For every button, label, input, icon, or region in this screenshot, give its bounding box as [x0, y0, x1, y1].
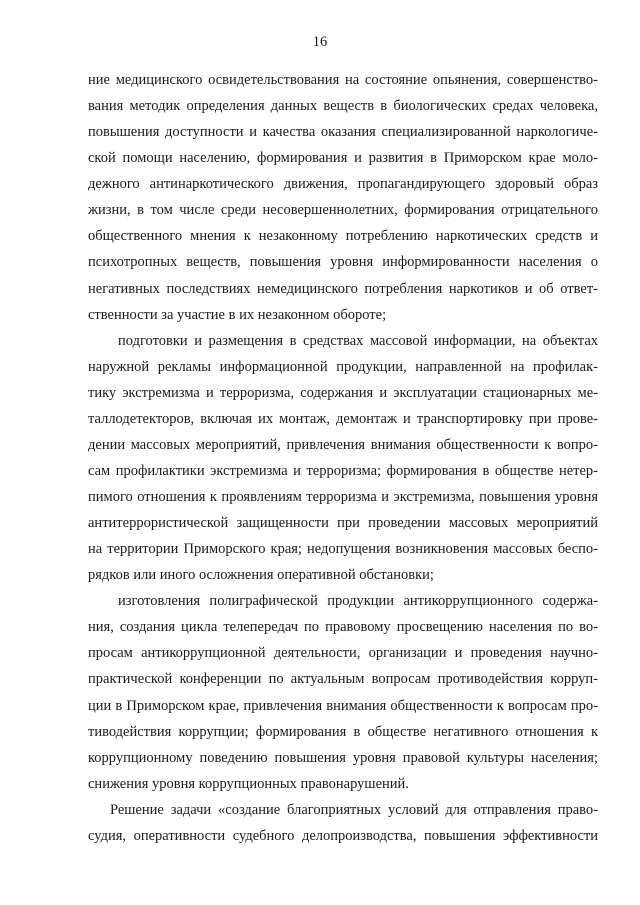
- text-line: антитеррористической защищенности при проведении массовых мероприятий: [88, 515, 598, 532]
- text-line: ственности за участие в их незаконном обороте;: [88, 306, 387, 323]
- text-line: коррупционному поведению повышения уровня правовой культуры населения;: [88, 749, 598, 766]
- paragraph: [88, 67, 598, 328]
- text-line: ния, создания цикла телепередач по правовому просвещению населения по во-: [88, 619, 598, 636]
- text-line: общественного мнения к незаконному потреблению наркотических средств и: [88, 228, 598, 245]
- text-line: таллодетекторов, включая их монтаж, демонтаж и транспортировку при прове-: [88, 410, 598, 427]
- page-number: 16: [312, 34, 328, 50]
- text-line: ние медицинского освидетельствования на состояние опьянения, совершенство-: [88, 72, 598, 88]
- text-line: тиводействия коррупции; формирования в обществе негативного отношения к: [88, 723, 598, 740]
- text-line: тику экстремизма и терроризма, содержания и эксплуатации стационарных ме-: [88, 384, 598, 401]
- text-line: на территории Приморского края; недопущения возникновения массовых беспо-: [88, 541, 598, 558]
- text-line: снижения уровня коррупционных правонарушений.: [88, 775, 409, 792]
- text-line: практической конференции по актуальным вопросам противодействия корруп-: [88, 671, 598, 688]
- text-line: сам профилактики экстремизма и терроризма; формирования в обществе нетер-: [88, 462, 598, 479]
- text-line: просам антикоррупционной деятельности, организации и проведения научно-: [88, 645, 598, 662]
- text-line: наружной рекламы информационной продукции, направленной на профилак-: [88, 358, 598, 375]
- paragraph: [88, 328, 598, 589]
- text-line: жизни, в том числе среди несовершеннолетних, формирования отрицательного: [88, 202, 598, 219]
- text-line: психотропных веществ, повышения уровня информированности населения о: [88, 254, 598, 271]
- text-line: ской помощи населению, формирования и развития в Приморском крае моло-: [88, 150, 598, 167]
- text-line: изготовления полиграфической продукции антикоррупционного содержа-: [118, 593, 598, 610]
- text-line: ции в Приморском крае, привлечения внимания общественности к вопросам про-: [88, 697, 598, 714]
- text-line: пимого отношения к проявлениям терроризма и экстремизма, повышения уровня: [88, 489, 598, 505]
- paragraph: [88, 797, 598, 849]
- text-line: дении массовых мероприятий, привлечения внимания общественности к вопро-: [88, 436, 598, 453]
- text-line: подготовки и размещения в средствах массовой информации, на объектах: [118, 332, 598, 349]
- document-body: [88, 67, 598, 849]
- text-line: негативных последствиях немедицинского потребления наркотиков и об ответ-: [88, 280, 598, 297]
- text-line: вания методик определения данных веществ в биологических средах человека,: [88, 98, 598, 115]
- text-line: дежного антинаркотического движения, пропагандирующего здоровый образ: [88, 176, 598, 193]
- paragraph: [88, 588, 598, 797]
- text-line: Решение задачи «создание благоприятных условий для отправления право-: [110, 801, 598, 818]
- text-line: судия, оперативности судебного делопроизводства, повышения эффективности: [88, 827, 598, 844]
- text-line: рядков или иного осложнения оперативной обстановки;: [88, 567, 434, 584]
- text-line: повышения доступности и качества оказания специализированной наркологиче-: [88, 124, 598, 141]
